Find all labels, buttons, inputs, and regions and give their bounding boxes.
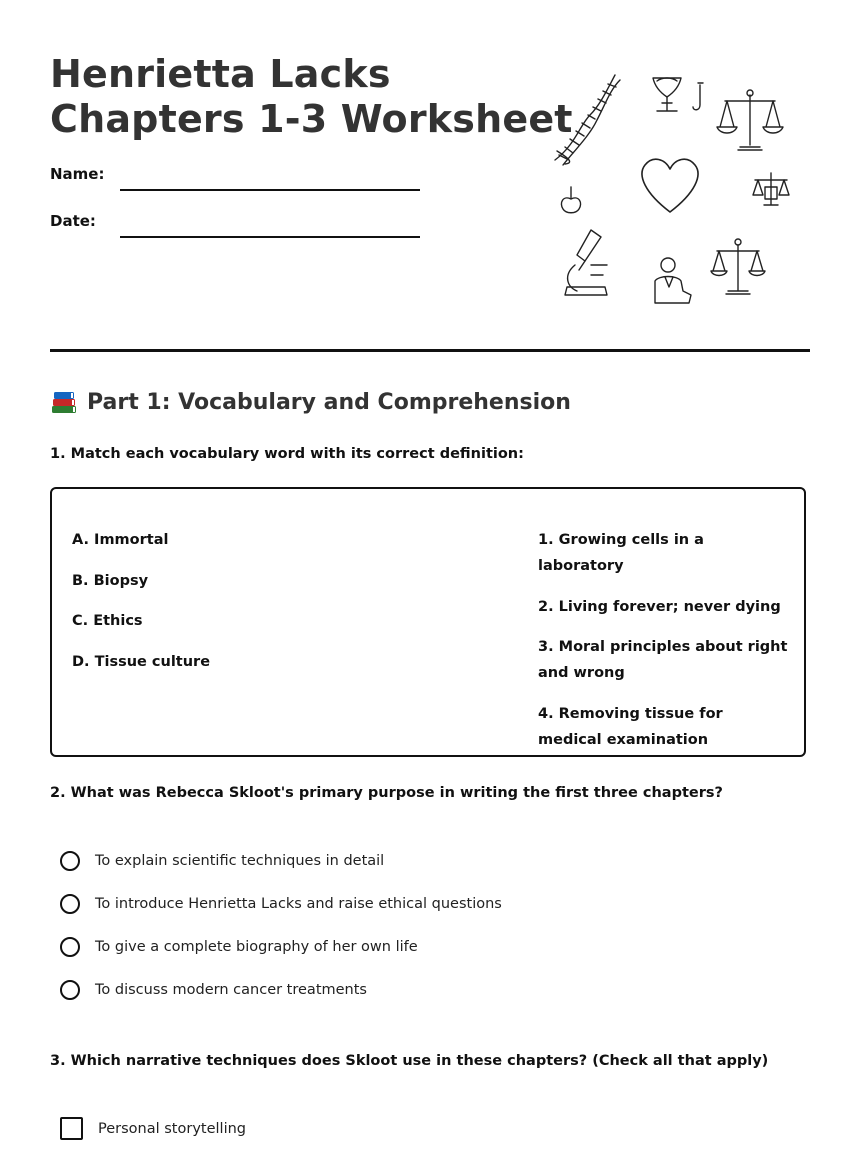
option-label: To discuss modern cancer treatments [95,981,367,998]
balance-icon [753,173,789,205]
name-label: Name: [50,165,105,183]
vocabulary-list [72,527,210,689]
date-field[interactable] [50,212,420,230]
option-label: To give a complete biography of her own life [95,938,418,955]
radio-button[interactable] [60,894,80,914]
answer-option[interactable] [60,882,502,925]
title-line-2: Chapters 1-3 Worksheet [50,97,573,141]
books-icon [50,388,78,416]
definition-item: 1. Growing cells in a laboratory [538,532,704,574]
microscope-icon [565,230,607,295]
answer-option[interactable] [60,839,502,882]
section-divider [50,349,810,352]
radio-button[interactable] [60,937,80,957]
heart-icon [642,159,698,212]
dna-icon [555,75,620,165]
question-1-prompt: 1. Match each vocabulary word with its correct definition: [50,446,524,462]
vocab-item: A. Immortal [72,532,169,548]
date-label: Date: [50,212,96,230]
radio-button[interactable] [60,851,80,871]
vocab-item: B. Biopsy [72,572,149,589]
definition-item: 3. Moral principles about right and wrong [538,639,788,681]
matching-box [50,487,806,757]
science-illustration [545,65,815,315]
question-3-prompt: 3. Which narrative techniques does Skloot use in these chapters? (Check all that apply) [50,1053,769,1069]
vocab-item: D. Tissue culture [72,653,211,670]
option-label: To introduce Henrietta Lacks and raise ethical questions [95,895,502,912]
title-line-1: Henrietta Lacks [50,52,391,96]
definition-item: 4. Removing tissue for medical examination [538,705,723,748]
definition-item: 2. Living forever; never dying [538,598,781,615]
part1-heading [50,388,571,416]
scales-icon-2 [711,239,765,294]
answer-option[interactable] [60,925,502,968]
question-2-prompt: 2. What was Rebecca Skloot's primary purpose in writing the first three chapters? [50,785,723,801]
name-field[interactable] [50,165,420,183]
date-line[interactable] [120,236,420,238]
question-3-options [60,1107,246,1150]
vocab-item: C. Ethics [72,613,143,629]
option-label: Personal storytelling [98,1120,246,1137]
question-2-options [60,839,502,1011]
scientist-icon [655,258,691,303]
hourglass-icon [653,78,703,111]
radio-button[interactable] [60,980,80,1000]
worksheet-title [50,52,573,142]
apple-icon [561,187,580,213]
checkbox-option[interactable] [60,1107,246,1150]
answer-option[interactable] [60,968,502,1011]
checkbox[interactable] [60,1117,83,1140]
scales-icon [717,90,783,150]
part1-heading-text: Part 1: Vocabulary and Comprehension [87,389,571,415]
definition-list [538,527,788,767]
name-line[interactable] [120,189,420,191]
option-label: To explain scientific techniques in detail [95,852,385,869]
